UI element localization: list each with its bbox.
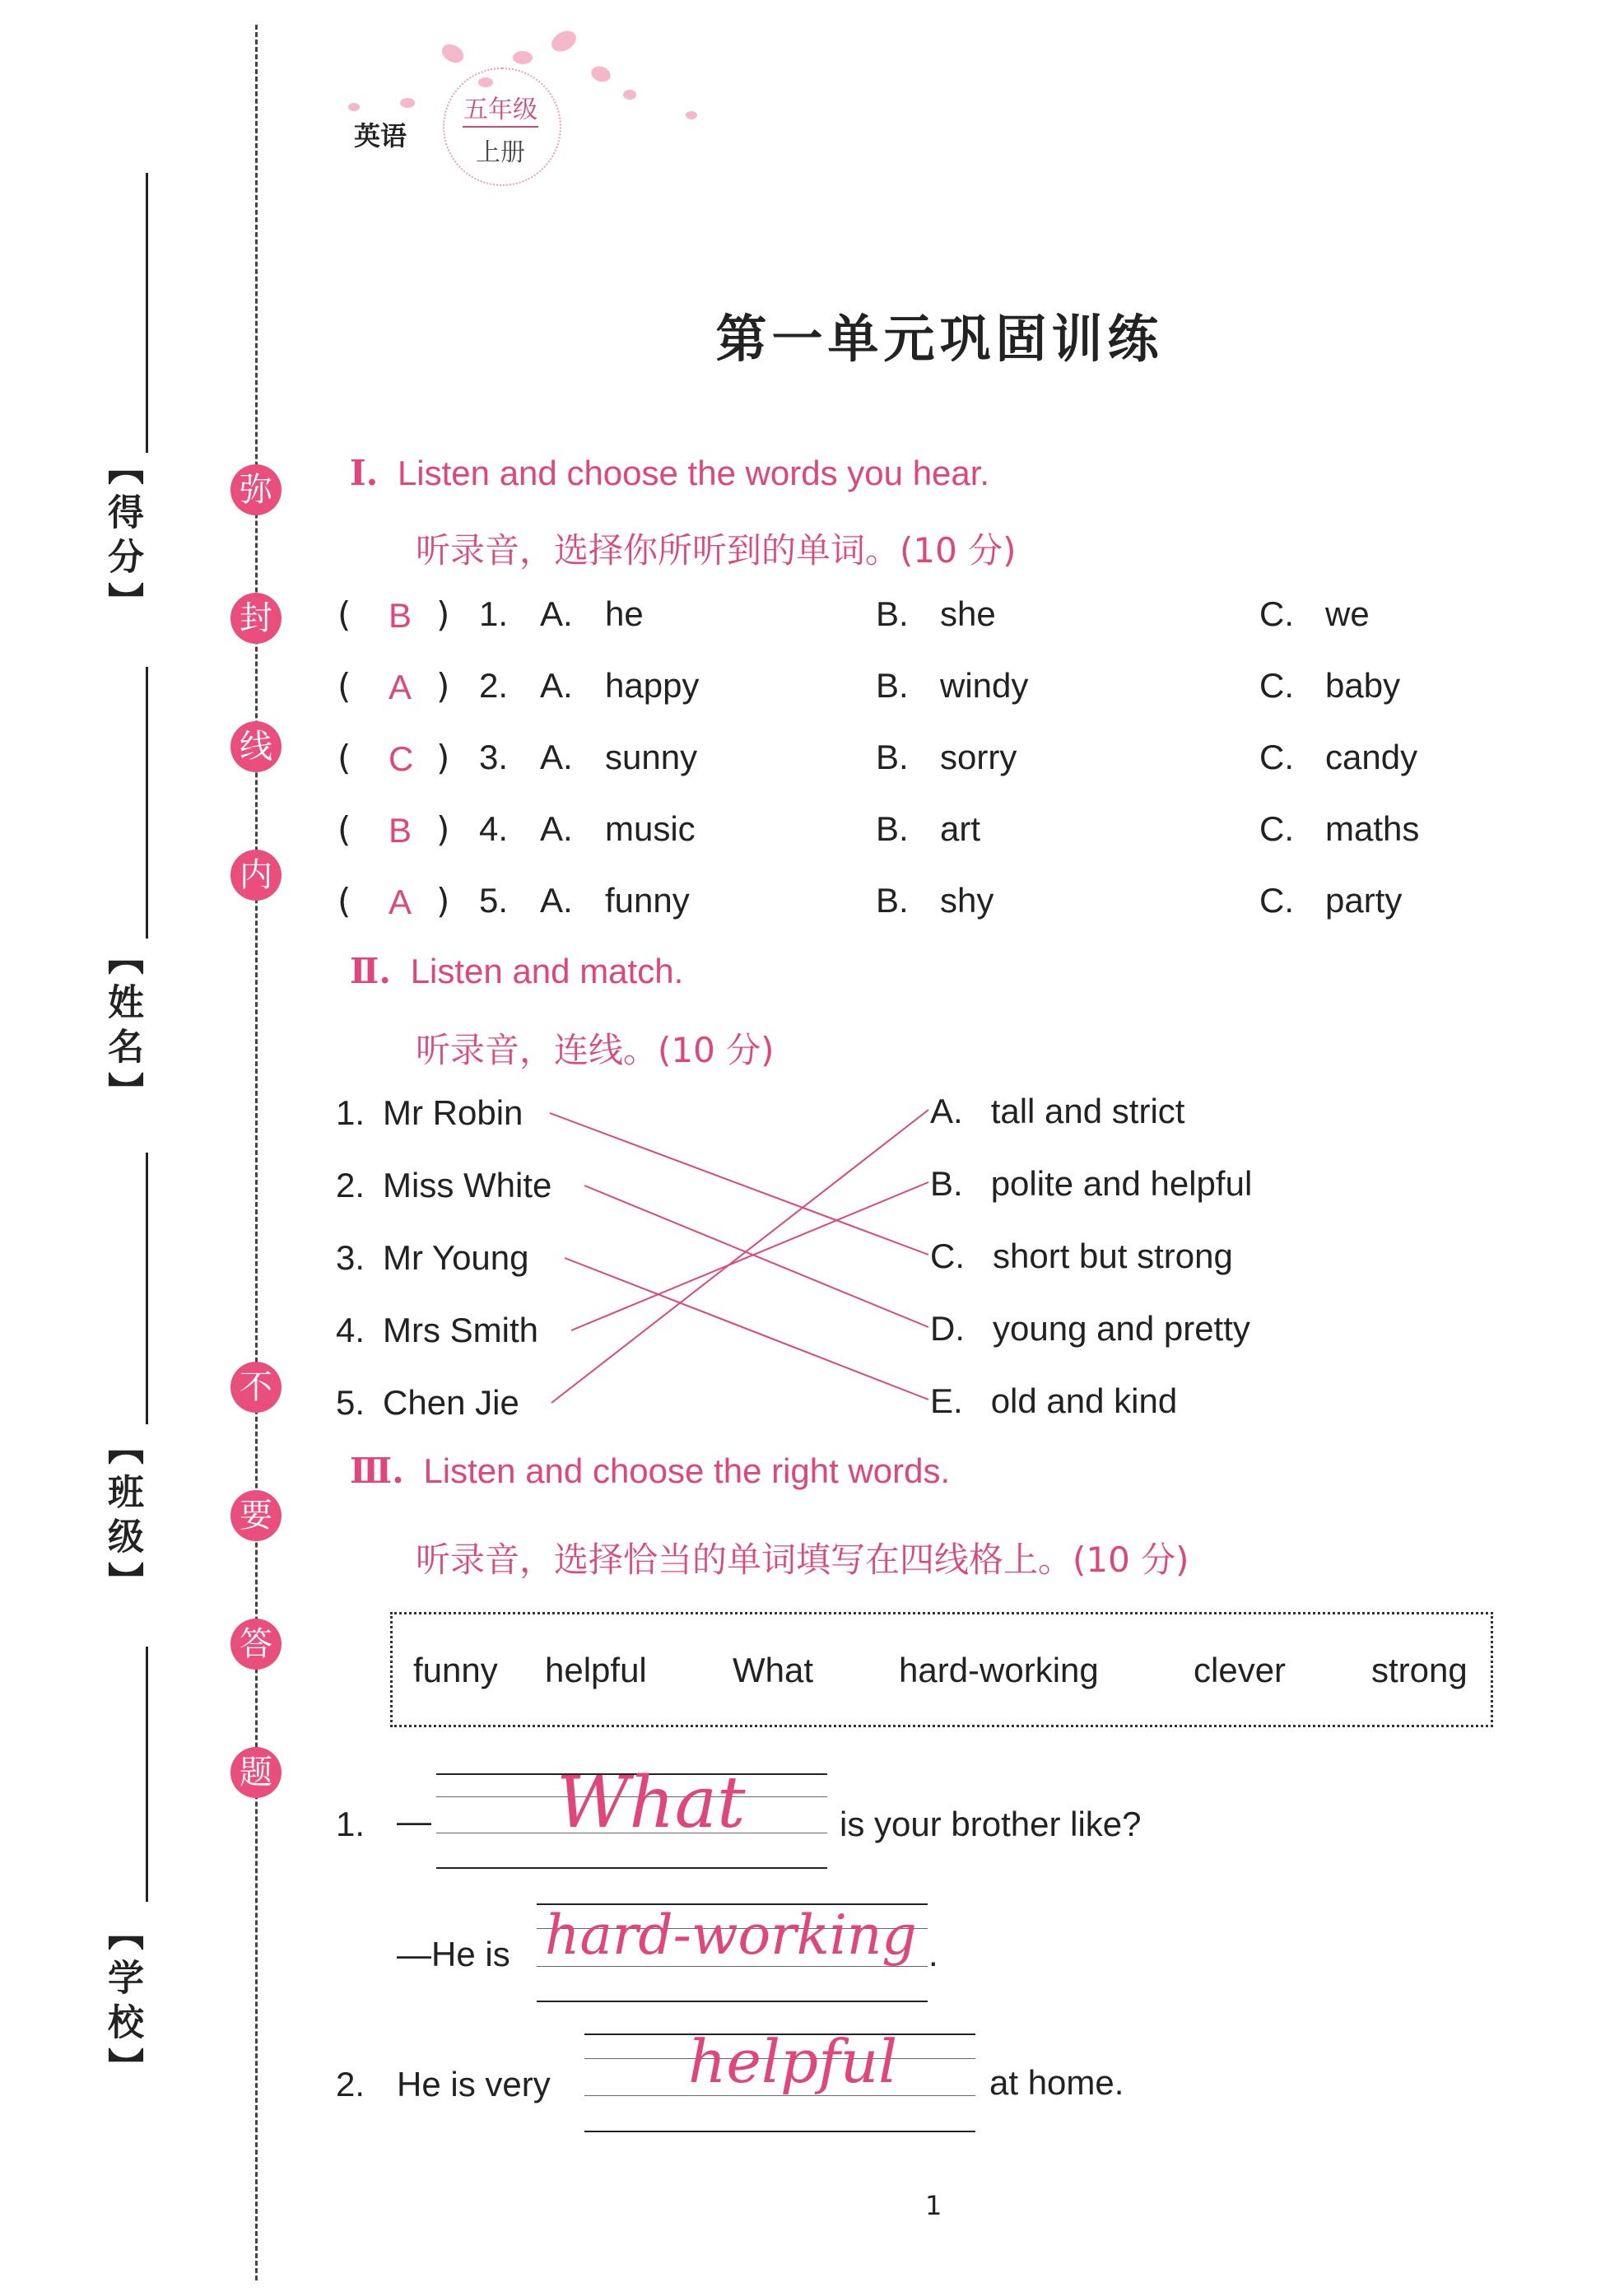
answer-mark: A bbox=[389, 668, 412, 706]
question-number: 1. bbox=[479, 594, 509, 633]
subject-label: 英语 bbox=[354, 120, 407, 151]
school-field-label: 【学校】 bbox=[101, 1914, 143, 2092]
answer-mark: B bbox=[389, 596, 412, 635]
question-number: 4. bbox=[479, 809, 509, 848]
section-3-title: Listen and choose the right words. bbox=[423, 1451, 951, 1490]
sentence-end: . bbox=[928, 1935, 938, 1973]
match-line bbox=[551, 1110, 928, 1403]
filled-answer: helpful bbox=[688, 2027, 898, 2096]
option-c: maths bbox=[1325, 809, 1420, 848]
word-bank-item: What bbox=[733, 1651, 814, 1689]
seal-char: 线 bbox=[230, 721, 282, 772]
section-1-instruction: 听录音，选择你所听到的单词。(10 分) bbox=[416, 530, 1017, 571]
option-b: she bbox=[940, 594, 996, 633]
option-c: candy bbox=[1325, 738, 1418, 776]
word-bank-item: clever bbox=[1194, 1651, 1287, 1689]
option-letter: C. bbox=[1259, 738, 1294, 776]
option-letter: A. bbox=[540, 809, 573, 848]
match-left-item: 4. Mrs Smith bbox=[336, 1311, 539, 1349]
word-bank-item: hard-working bbox=[899, 1651, 1099, 1689]
question-text: at home. bbox=[989, 2063, 1124, 2102]
answer-mark: B bbox=[389, 811, 412, 850]
option-letter: B. bbox=[876, 809, 909, 848]
option-letter: A. bbox=[540, 666, 573, 705]
option-a: music bbox=[605, 809, 696, 848]
match-right-item: B. polite and helpful bbox=[930, 1164, 1253, 1203]
section-3-heading bbox=[350, 1451, 950, 1491]
seal-char: 弥 bbox=[230, 464, 282, 515]
option-letter: C. bbox=[1259, 666, 1294, 705]
match-right-item: A. tall and strict bbox=[930, 1092, 1185, 1130]
option-letter: B. bbox=[876, 594, 909, 633]
option-a: he bbox=[605, 594, 644, 633]
option-b: shy bbox=[940, 881, 994, 920]
fill-question-number: 2. bbox=[336, 2065, 365, 2103]
section-3-number: Ⅲ. bbox=[350, 1451, 404, 1491]
match-line bbox=[550, 1113, 928, 1255]
seal-char: 不 bbox=[230, 1362, 282, 1413]
answer-prefix: —He is bbox=[397, 1935, 510, 1973]
match-right-item: C. short but strong bbox=[930, 1237, 1233, 1275]
dialogue-dash: — bbox=[397, 1801, 431, 1840]
answer-mark: C bbox=[389, 739, 414, 778]
option-letter: C. bbox=[1259, 594, 1294, 633]
option-letter: C. bbox=[1259, 881, 1294, 920]
word-bank-item: funny bbox=[413, 1651, 498, 1689]
match-left-item: 1. Mr Robin bbox=[336, 1093, 523, 1132]
volume-label: 上册 bbox=[476, 138, 525, 167]
seal-char: 要 bbox=[230, 1490, 282, 1541]
option-b: art bbox=[940, 809, 981, 848]
question-text: is your brother like? bbox=[840, 1805, 1142, 1843]
filled-answer: What bbox=[556, 1762, 746, 1844]
match-right-item: D. young and pretty bbox=[930, 1309, 1250, 1348]
section-2-number: Ⅱ. bbox=[350, 951, 392, 991]
question-text: He is very bbox=[397, 2065, 551, 2103]
class-field-label: 【班级】 bbox=[101, 1428, 143, 1606]
match-line bbox=[571, 1182, 928, 1330]
match-left-item: 5. Chen Jie bbox=[336, 1383, 519, 1422]
score-field-label: 【得分】 bbox=[101, 449, 143, 627]
seal-char: 内 bbox=[230, 850, 282, 901]
option-letter: A. bbox=[540, 738, 573, 776]
match-right-item: E. old and kind bbox=[930, 1381, 1178, 1420]
name-field-label: 【姓名】 bbox=[101, 939, 143, 1116]
page-number: 1 bbox=[925, 2190, 942, 2221]
word-bank-item: strong bbox=[1371, 1651, 1468, 1689]
match-line bbox=[584, 1186, 928, 1327]
seal-char: 答 bbox=[230, 1619, 282, 1670]
question-number: 5. bbox=[479, 881, 509, 920]
option-c: we bbox=[1325, 594, 1370, 633]
page-title: 第一单元巩固训练 bbox=[715, 309, 1164, 369]
answer-mark: A bbox=[389, 883, 412, 921]
section-3-instruction: 听录音，选择恰当的单词填写在四线格上。(10 分) bbox=[416, 1540, 1189, 1580]
option-letter: B. bbox=[876, 738, 909, 776]
match-left-item: 2. Miss White bbox=[336, 1166, 552, 1204]
word-bank-item: helpful bbox=[545, 1651, 647, 1689]
option-a: funny bbox=[605, 881, 690, 920]
match-left-item: 3. Mr Young bbox=[336, 1238, 529, 1277]
question-number: 2. bbox=[479, 666, 509, 705]
option-c: party bbox=[1325, 881, 1403, 920]
section-1-title: Listen and choose the words you hear. bbox=[397, 454, 990, 492]
section-2-title: Listen and match. bbox=[410, 952, 684, 990]
option-b: sorry bbox=[940, 738, 1017, 776]
option-c: baby bbox=[1325, 666, 1401, 705]
option-letter: B. bbox=[876, 881, 909, 920]
option-letter: B. bbox=[876, 666, 909, 705]
option-letter: A. bbox=[540, 881, 573, 920]
seal-char: 封 bbox=[230, 593, 282, 644]
option-letter: A. bbox=[540, 594, 573, 633]
seal-char: 题 bbox=[230, 1747, 282, 1798]
match-line bbox=[565, 1258, 928, 1400]
grade-label: 五年级 bbox=[463, 96, 537, 124]
fill-question-number: 1. bbox=[336, 1805, 365, 1843]
option-a: sunny bbox=[605, 738, 698, 776]
filled-answer: hard-working bbox=[545, 1903, 917, 1967]
option-letter: C. bbox=[1259, 809, 1294, 848]
section-1-number: Ⅰ. bbox=[350, 453, 379, 493]
option-b: windy bbox=[940, 666, 1029, 705]
question-number: 3. bbox=[479, 738, 509, 776]
section-2-instruction: 听录音，连线。(10 分) bbox=[416, 1030, 775, 1070]
option-a: happy bbox=[605, 666, 700, 705]
